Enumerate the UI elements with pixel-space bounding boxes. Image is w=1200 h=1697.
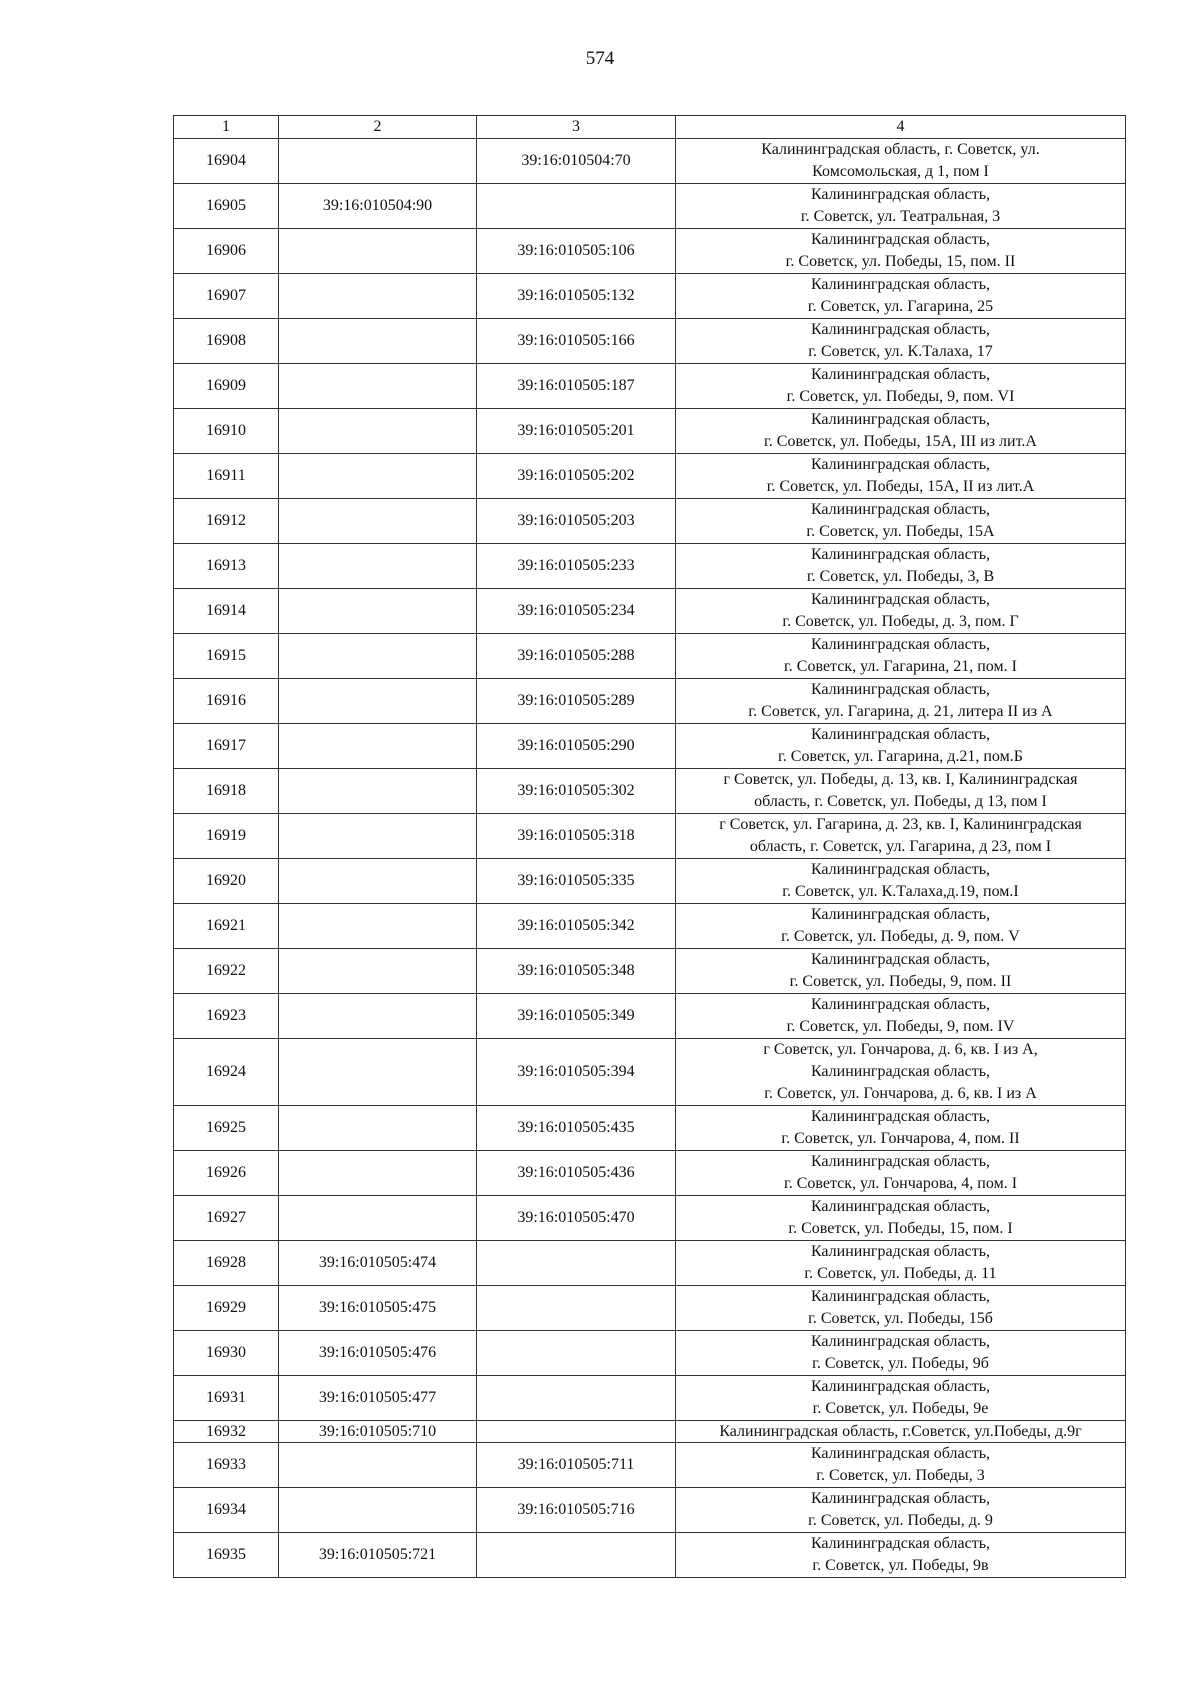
row-number-cell: 16912 bbox=[174, 499, 279, 544]
column-2-cell bbox=[279, 859, 477, 904]
cadastral-number-cell: 39:16:010505:201 bbox=[477, 409, 676, 454]
address-cell bbox=[676, 904, 1126, 949]
column-2-cell bbox=[279, 814, 477, 859]
address-line: г. Советск, ул. Гончарова, 4, пом. I bbox=[783, 1175, 1018, 1192]
address-line: г Советск, ул. Победы, д. 13, кв. I, Калининградская bbox=[723, 771, 1078, 788]
row-number-cell: 16909 bbox=[174, 364, 279, 409]
address-cell bbox=[676, 1151, 1126, 1196]
cadastral-number-cell: 39:16:010505:290 bbox=[477, 724, 676, 769]
table-row bbox=[174, 1331, 1126, 1376]
address-cell bbox=[676, 1376, 1126, 1421]
header-row bbox=[174, 116, 1126, 139]
row-number-cell: 16929 bbox=[174, 1286, 279, 1331]
cadastral-number-cell: 39:16:010505:202 bbox=[477, 454, 676, 499]
address-cell bbox=[676, 1443, 1126, 1488]
column-2-cell bbox=[279, 499, 477, 544]
table-row bbox=[174, 1286, 1126, 1331]
row-number-cell: 16908 bbox=[174, 319, 279, 364]
cadastral-number-cell: 39:16:010505:233 bbox=[477, 544, 676, 589]
table-row bbox=[174, 1151, 1126, 1196]
column-2-cell bbox=[279, 679, 477, 724]
cadastral-number-cell: 39:16:010505:435 bbox=[477, 1106, 676, 1151]
column-2-cell bbox=[279, 1039, 477, 1106]
column-2-cell: 39:16:010505:475 bbox=[279, 1286, 477, 1331]
address-cell bbox=[676, 814, 1126, 859]
address-line: Калининградская область, bbox=[810, 411, 991, 428]
row-number-cell: 16910 bbox=[174, 409, 279, 454]
column-2-cell: 39:16:010505:721 bbox=[279, 1533, 477, 1578]
table-row bbox=[174, 319, 1126, 364]
row-number-cell: 16932 bbox=[174, 1421, 279, 1443]
table-body bbox=[174, 139, 1126, 1578]
table-row bbox=[174, 499, 1126, 544]
table-row bbox=[174, 724, 1126, 769]
cadastral-number-cell: 39:16:010505:436 bbox=[477, 1151, 676, 1196]
cadastral-number-cell: 39:16:010505:318 bbox=[477, 814, 676, 859]
table-row bbox=[174, 454, 1126, 499]
column-header-3: 3 bbox=[477, 116, 676, 139]
column-2-cell: 39:16:010505:476 bbox=[279, 1331, 477, 1376]
row-number-cell: 16917 bbox=[174, 724, 279, 769]
address-line: область, г. Советск, ул. Гагарина, д 23, пом I bbox=[749, 838, 1052, 855]
row-number-cell: 16931 bbox=[174, 1376, 279, 1421]
cadastral-number-cell: 39:16:010505:716 bbox=[477, 1488, 676, 1533]
address-line: Калининградская область, bbox=[810, 1243, 991, 1260]
address-line: г. Советск, ул. Победы, д. 3, пом. Г bbox=[782, 613, 1019, 630]
address-line: Калининградская область, bbox=[810, 321, 991, 338]
table-row bbox=[174, 814, 1126, 859]
address-line: Калининградская область, bbox=[810, 1288, 991, 1305]
cadastral-number-cell bbox=[477, 1241, 676, 1286]
address-line: г. Советск, ул. Победы, 9в bbox=[812, 1557, 989, 1574]
address-line: г. Советск, ул. Победы, 3, В bbox=[806, 568, 995, 585]
column-2-cell bbox=[279, 589, 477, 634]
row-number-cell: 16930 bbox=[174, 1331, 279, 1376]
registry-table bbox=[173, 115, 1126, 1578]
address-line: Калининградская область, bbox=[810, 1198, 991, 1215]
cadastral-number-cell: 39:16:010505:106 bbox=[477, 229, 676, 274]
address-line: Калининградская область, bbox=[810, 231, 991, 248]
table-row bbox=[174, 769, 1126, 814]
address-line: г. Советск, ул. Победы, 9, пом. II bbox=[789, 973, 1012, 990]
address-cell bbox=[676, 634, 1126, 679]
address-cell bbox=[676, 1106, 1126, 1151]
address-line: Калининградская область, bbox=[810, 1333, 991, 1350]
column-2-cell bbox=[279, 319, 477, 364]
address-cell bbox=[676, 1241, 1126, 1286]
column-2-cell bbox=[279, 1443, 477, 1488]
address-line: Калининградская область, г.Советск, ул.Победы, д.9г bbox=[719, 1422, 1082, 1440]
address-line: г. Советск, ул. Победы, д. 9 bbox=[808, 1512, 993, 1529]
row-number-cell: 16914 bbox=[174, 589, 279, 634]
address-cell bbox=[676, 949, 1126, 994]
page-number: 574 bbox=[585, 48, 615, 69]
address-cell bbox=[676, 139, 1126, 184]
column-2-cell: 39:16:010504:90 bbox=[279, 184, 477, 229]
address-line: Калининградская область, bbox=[810, 186, 991, 203]
address-cell bbox=[676, 499, 1126, 544]
row-number-cell: 16907 bbox=[174, 274, 279, 319]
address-line: г. Советск, ул. Победы, 9, пом. VI bbox=[786, 388, 1015, 405]
address-line: Калининградская область, bbox=[810, 1490, 991, 1507]
address-line: г. Советск, ул. Победы, 15, пом. II bbox=[785, 253, 1016, 270]
address-line: г. Советск, ул. Победы, 15б bbox=[808, 1310, 993, 1327]
address-line: Калининградская область, bbox=[810, 366, 991, 383]
column-2-cell bbox=[279, 139, 477, 184]
address-line: Калининградская область, bbox=[810, 1378, 991, 1395]
row-number-cell: 16911 bbox=[174, 454, 279, 499]
address-cell bbox=[676, 454, 1126, 499]
column-header-2: 2 bbox=[279, 116, 477, 139]
address-line: г. Советск, ул. Гагарина, 25 bbox=[807, 298, 994, 315]
cadastral-number-cell bbox=[477, 184, 676, 229]
address-cell bbox=[676, 994, 1126, 1039]
row-number-cell: 16923 bbox=[174, 994, 279, 1039]
address-line: г. Советск, ул. Победы, 9, пом. IV bbox=[786, 1018, 1015, 1035]
table-row bbox=[174, 1196, 1126, 1241]
cadastral-number-cell: 39:16:010505:288 bbox=[477, 634, 676, 679]
cadastral-number-cell: 39:16:010505:132 bbox=[477, 274, 676, 319]
column-2-cell bbox=[279, 1151, 477, 1196]
cadastral-number-cell: 39:16:010505:166 bbox=[477, 319, 676, 364]
cadastral-number-cell bbox=[477, 1286, 676, 1331]
address-line: г. Советск, ул. Гончарова, д. 6, кв. I из А bbox=[764, 1085, 1037, 1102]
row-number-cell: 16924 bbox=[174, 1039, 279, 1106]
cadastral-number-cell: 39:16:010505:342 bbox=[477, 904, 676, 949]
column-2-cell bbox=[279, 409, 477, 454]
table-row bbox=[174, 634, 1126, 679]
address-line: Калининградская область, bbox=[810, 546, 991, 563]
address-line: Калининградская область, bbox=[810, 996, 991, 1013]
row-number-cell: 16913 bbox=[174, 544, 279, 589]
address-line: Калининградская область, bbox=[810, 636, 991, 653]
cadastral-number-cell: 39:16:010505:348 bbox=[477, 949, 676, 994]
address-line: г Советск, ул. Гагарина, д. 23, кв. I, Калининградская bbox=[719, 816, 1082, 833]
address-cell bbox=[676, 544, 1126, 589]
address-line: Калининградская область, г. Советск, ул. bbox=[761, 141, 1040, 158]
row-number-cell: 16922 bbox=[174, 949, 279, 994]
address-line: Калининградская область, bbox=[810, 456, 991, 473]
table-row bbox=[174, 409, 1126, 454]
address-cell bbox=[676, 859, 1126, 904]
table-row bbox=[174, 1106, 1126, 1151]
table-row bbox=[174, 904, 1126, 949]
cadastral-number-cell bbox=[477, 1533, 676, 1578]
column-2-cell bbox=[279, 544, 477, 589]
address-cell bbox=[676, 184, 1126, 229]
address-line: Калининградская область, bbox=[810, 681, 991, 698]
cadastral-number-cell: 39:16:010505:302 bbox=[477, 769, 676, 814]
table-row bbox=[174, 949, 1126, 994]
address-line: г Советск, ул. Гончарова, д. 6, кв. I из А, bbox=[763, 1041, 1038, 1058]
cadastral-number-cell: 39:16:010505:187 bbox=[477, 364, 676, 409]
address-line: г. Советск, ул. Гагарина, 21, пом. I bbox=[784, 658, 1017, 675]
row-number-cell: 16904 bbox=[174, 139, 279, 184]
column-header-1: 1 bbox=[174, 116, 279, 139]
table-row bbox=[174, 589, 1126, 634]
column-2-cell bbox=[279, 1196, 477, 1241]
row-number-cell: 16920 bbox=[174, 859, 279, 904]
cadastral-number-cell: 39:16:010505:470 bbox=[477, 1196, 676, 1241]
row-number-cell: 16918 bbox=[174, 769, 279, 814]
row-number-cell: 16906 bbox=[174, 229, 279, 274]
address-line: г. Советск, ул. Победы, д. 11 bbox=[804, 1265, 997, 1282]
address-cell bbox=[676, 229, 1126, 274]
address-line: г. Советск, ул. Победы, 15А bbox=[806, 523, 995, 540]
table-row bbox=[174, 1421, 1126, 1443]
address-line: Калининградская область, bbox=[810, 1535, 991, 1552]
address-line: г. Советск, ул. Победы, 15А, II из лит.А bbox=[766, 478, 1035, 495]
column-2-cell bbox=[279, 1488, 477, 1533]
address-cell bbox=[676, 1286, 1126, 1331]
address-cell bbox=[676, 1196, 1126, 1241]
cadastral-number-cell bbox=[477, 1421, 676, 1443]
address-line: г. Советск, ул. Гагарина, д. 21, литера II из А bbox=[748, 703, 1053, 720]
address-line: Калининградская область, bbox=[810, 951, 991, 968]
address-cell bbox=[676, 589, 1126, 634]
row-number-cell: 16935 bbox=[174, 1533, 279, 1578]
address-line: г. Советск, ул. Гончарова, 4, пом. II bbox=[781, 1130, 1020, 1147]
table-row bbox=[174, 544, 1126, 589]
address-line: Калининградская область, bbox=[810, 1108, 991, 1125]
address-cell bbox=[676, 1421, 1126, 1443]
address-line: Калининградская область, bbox=[810, 1063, 991, 1080]
address-cell bbox=[676, 1039, 1126, 1106]
address-cell bbox=[676, 679, 1126, 724]
address-line: Калининградская область, bbox=[810, 906, 991, 923]
row-number-cell: 16915 bbox=[174, 634, 279, 679]
column-2-cell bbox=[279, 454, 477, 499]
cadastral-number-cell bbox=[477, 1331, 676, 1376]
cadastral-number-cell: 39:16:010505:289 bbox=[477, 679, 676, 724]
cadastral-number-cell: 39:16:010505:349 bbox=[477, 994, 676, 1039]
address-cell bbox=[676, 1533, 1126, 1578]
table-row bbox=[174, 1443, 1126, 1488]
address-cell bbox=[676, 364, 1126, 409]
address-line: область, г. Советск, ул. Победы, д 13, пом I bbox=[754, 793, 1047, 810]
address-line: г. Советск, ул. Победы, д. 9, пом. V bbox=[781, 928, 1020, 945]
table-row bbox=[174, 859, 1126, 904]
row-number-cell: 16925 bbox=[174, 1106, 279, 1151]
column-2-cell bbox=[279, 634, 477, 679]
address-line: г. Советск, ул. К.Талаха, 17 bbox=[808, 343, 993, 360]
column-2-cell: 39:16:010505:710 bbox=[279, 1421, 477, 1443]
table-row bbox=[174, 364, 1126, 409]
column-2-cell bbox=[279, 364, 477, 409]
column-2-cell bbox=[279, 724, 477, 769]
address-cell bbox=[676, 319, 1126, 364]
address-line: Калининградская область, bbox=[810, 501, 991, 518]
table-row bbox=[174, 184, 1126, 229]
address-line: Калининградская область, bbox=[810, 1153, 991, 1170]
table-row bbox=[174, 994, 1126, 1039]
address-cell bbox=[676, 1488, 1126, 1533]
column-2-cell: 39:16:010505:477 bbox=[279, 1376, 477, 1421]
row-number-cell: 16919 bbox=[174, 814, 279, 859]
table-row bbox=[174, 1039, 1126, 1106]
address-line: г. Советск, ул. Победы, 15, пом. I bbox=[788, 1220, 1013, 1237]
address-line: Калининградская область, bbox=[810, 861, 991, 878]
table-row bbox=[174, 229, 1126, 274]
row-number-cell: 16933 bbox=[174, 1443, 279, 1488]
table-row bbox=[174, 1488, 1126, 1533]
address-line: Комсомольская, д 1, пом I bbox=[812, 163, 989, 180]
address-line: Калининградская область, bbox=[810, 726, 991, 743]
row-number-cell: 16905 bbox=[174, 184, 279, 229]
address-cell bbox=[676, 769, 1126, 814]
address-line: г. Советск, ул. Победы, 9е bbox=[812, 1400, 989, 1417]
address-cell bbox=[676, 1331, 1126, 1376]
row-number-cell: 16926 bbox=[174, 1151, 279, 1196]
table-row bbox=[174, 274, 1126, 319]
cadastral-number-cell: 39:16:010505:335 bbox=[477, 859, 676, 904]
table-row bbox=[174, 679, 1126, 724]
address-line: Калининградская область, bbox=[810, 591, 991, 608]
cadastral-number-cell: 39:16:010505:394 bbox=[477, 1039, 676, 1106]
address-line: г. Советск, ул. К.Талаха,д.19, пом.I bbox=[782, 883, 1019, 900]
column-2-cell: 39:16:010505:474 bbox=[279, 1241, 477, 1286]
address-line: г. Советск, ул. Победы, 9б bbox=[812, 1355, 989, 1372]
row-number-cell: 16934 bbox=[174, 1488, 279, 1533]
column-2-cell bbox=[279, 949, 477, 994]
address-line: Калининградская область, bbox=[810, 276, 991, 293]
cadastral-number-cell: 39:16:010504:70 bbox=[477, 139, 676, 184]
address-line: г. Советск, ул. Победы, 15А, III из лит.А bbox=[764, 433, 1037, 450]
column-2-cell bbox=[279, 274, 477, 319]
cadastral-number-cell bbox=[477, 1376, 676, 1421]
row-number-cell: 16927 bbox=[174, 1196, 279, 1241]
table-row bbox=[174, 1533, 1126, 1578]
row-number-cell: 16916 bbox=[174, 679, 279, 724]
column-2-cell bbox=[279, 769, 477, 814]
column-2-cell bbox=[279, 229, 477, 274]
cadastral-number-cell: 39:16:010505:203 bbox=[477, 499, 676, 544]
table-row bbox=[174, 1241, 1126, 1286]
row-number-cell: 16928 bbox=[174, 1241, 279, 1286]
column-2-cell bbox=[279, 904, 477, 949]
address-line: Калининградская область, bbox=[810, 1445, 991, 1462]
address-cell bbox=[676, 409, 1126, 454]
cadastral-number-cell: 39:16:010505:234 bbox=[477, 589, 676, 634]
column-2-cell bbox=[279, 1106, 477, 1151]
table-row bbox=[174, 1376, 1126, 1421]
address-line: г. Советск, ул. Гагарина, д.21, пом.Б bbox=[778, 748, 1023, 765]
column-header-4: 4 bbox=[676, 116, 1126, 139]
cadastral-number-cell: 39:16:010505:711 bbox=[477, 1443, 676, 1488]
table-row bbox=[174, 139, 1126, 184]
row-number-cell: 16921 bbox=[174, 904, 279, 949]
address-line: г. Советск, ул. Победы, 3 bbox=[816, 1467, 985, 1484]
column-2-cell bbox=[279, 994, 477, 1039]
address-cell bbox=[676, 274, 1126, 319]
address-line: г. Советск, ул. Театральная, 3 bbox=[800, 208, 1001, 225]
address-cell bbox=[676, 724, 1126, 769]
